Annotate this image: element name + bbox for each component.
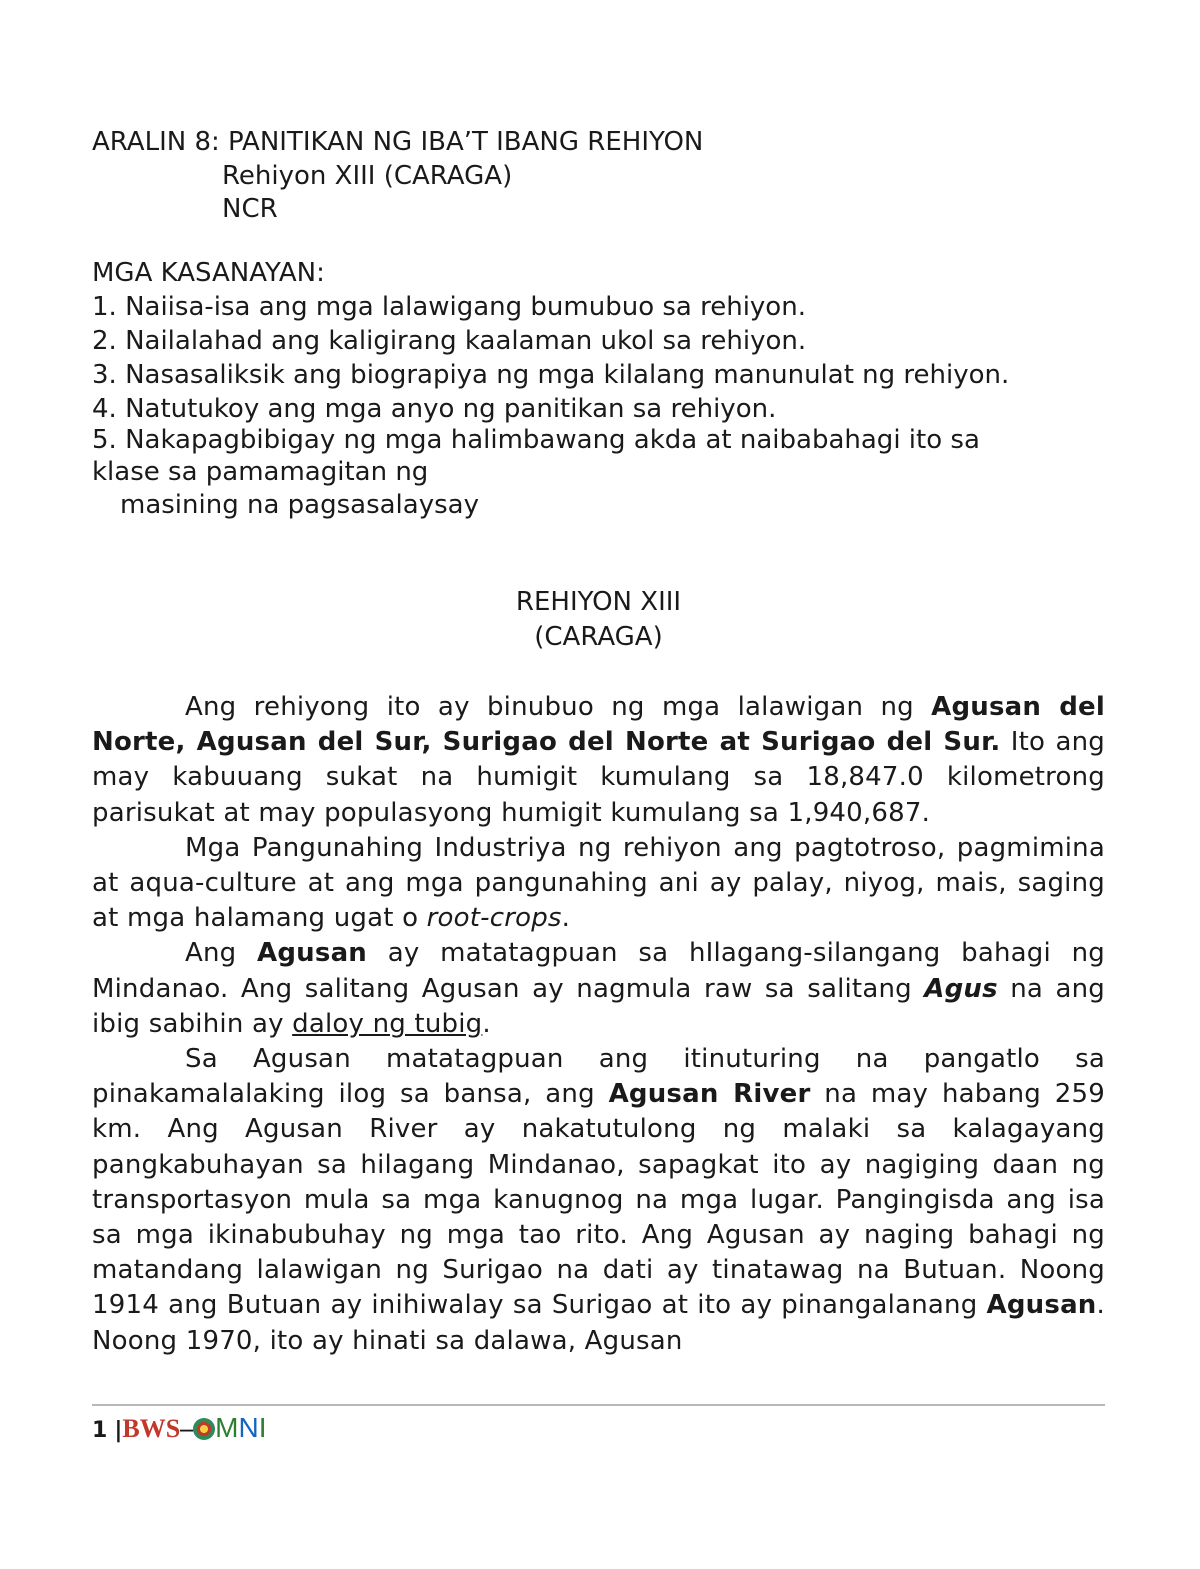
- bold-italic-agus: Agus: [924, 973, 998, 1004]
- bws-omni-logo: [122, 1412, 267, 1443]
- skill-item-continuation: masining na pagsasalaysay: [120, 490, 479, 520]
- paragraph-provinces: Ang rehiyong ito ay binubuo ng mga lalawigan ng Agusan del Norte, Agusan del Sur, Surigao del Norte at Surigao del Sur. Ito ang may kabuuang sukat na humigit kumulang sa 18,847.0 kilometrong parisukat at may populasyong humigit kumulang sa 1,940,687.: [92, 692, 1105, 828]
- italic-root-crops: root-crops: [426, 903, 562, 934]
- page-footer: [92, 1410, 267, 1446]
- skill-item: 1. Naiisa-isa ang mga lalawigang bumubuo sa rehiyon.: [92, 292, 806, 322]
- lesson-subtitle-ncr: NCR: [222, 194, 278, 224]
- skills-heading: MGA KASANAYAN:: [92, 258, 325, 288]
- skill-item: 2. Nailalahad ang kaligirang kaalaman ukol sa rehiyon.: [92, 326, 807, 356]
- page-number: 1: [92, 1418, 108, 1443]
- logo-letter: I: [258, 1412, 267, 1443]
- skill-item-continuation: klase sa pamamagitan ng: [92, 457, 429, 487]
- logo-letter: B: [122, 1414, 140, 1443]
- bold-agusan-name: Agusan: [986, 1290, 1097, 1321]
- logo-dash: –: [180, 1414, 194, 1443]
- lesson-title: ARALIN 8: PANITIKAN NG IBA’T IBANG REHIYON: [92, 127, 704, 157]
- logo-letter: W: [139, 1414, 166, 1443]
- bold-provinces: Agusan del Norte, Agusan del Sur, Surigao del Norte at Surigao del Sur.: [92, 692, 1105, 758]
- skill-item: 4. Natutukoy ang mga anyo ng panitikan sa rehiyon.: [92, 394, 777, 424]
- underlined-daloy-ng-tubig: daloy ng tubig: [292, 1008, 483, 1039]
- bold-agusan: Agusan: [257, 938, 368, 969]
- skill-item: 5. Nakapagbibigay ng mga halimbawang akda at naibabahagi ito sa: [92, 425, 980, 455]
- section-title: REHIYON XIII: [515, 587, 682, 617]
- logo-letter: N: [238, 1412, 259, 1443]
- lesson-subtitle-region: Rehiyon XIII (CARAGA): [222, 161, 513, 191]
- footer-separator: |: [114, 1418, 123, 1443]
- logo-letter: S: [165, 1414, 181, 1443]
- skill-item: 3. Nasasaliksik ang biograpiya ng mga kilalang manunulat ng rehiyon.: [92, 360, 1010, 390]
- paragraph-agusan-origin: Ang Agusan ay matatagpuan sa hIlagang-silangang bahagi ng Mindanao. Ang salitang Agusan ay nagmula raw sa salitang Agus na ang ibig sabihin ay daloy ng tubig.: [92, 938, 1105, 1039]
- bold-agusan-river: Agusan River: [608, 1079, 811, 1110]
- paragraph-agusan-river: Sa Agusan matatagpuan ang itinuturing na pangatlo sa pinakamalalaking ilog sa bansa, ang Agusan River na may habang 259 km. Ang Agusan River ay nakatutulong ng malaki sa kalagayang pangkabuhayan sa hilagang Mindanao, sapagkat ito ay nagiging daan ng transportasyon mula sa mga kanugnog na mga lugar. Pangingisda ang isa sa mga ikinabubuhay ng mga tao rito. Ang Agusan ay naging bahagi ng matandang lalawigan ng Surigao na dati ay tinatawag na Butuan. Noong 1914 ang Butuan ay inihiwalay sa Surigao at ito ay pinangalanang Agusan. Noong 1970, ito ay hinati sa dalawa, Agusan: [92, 1044, 1105, 1356]
- footer-divider: [92, 1404, 1105, 1406]
- section-subtitle: (CARAGA): [534, 622, 663, 652]
- seal-icon: [193, 1418, 215, 1440]
- paragraph-industries: Mga Pangunahing Industriya ng rehiyon ang pagtotroso, pagmimina at aqua-culture at ang mga pangunahing ani ay palay, niyog, mais, saging at mga halamang ugat o root-crops.: [92, 832, 1105, 934]
- body-text: [92, 690, 1105, 1359]
- logo-letter: M: [215, 1412, 239, 1443]
